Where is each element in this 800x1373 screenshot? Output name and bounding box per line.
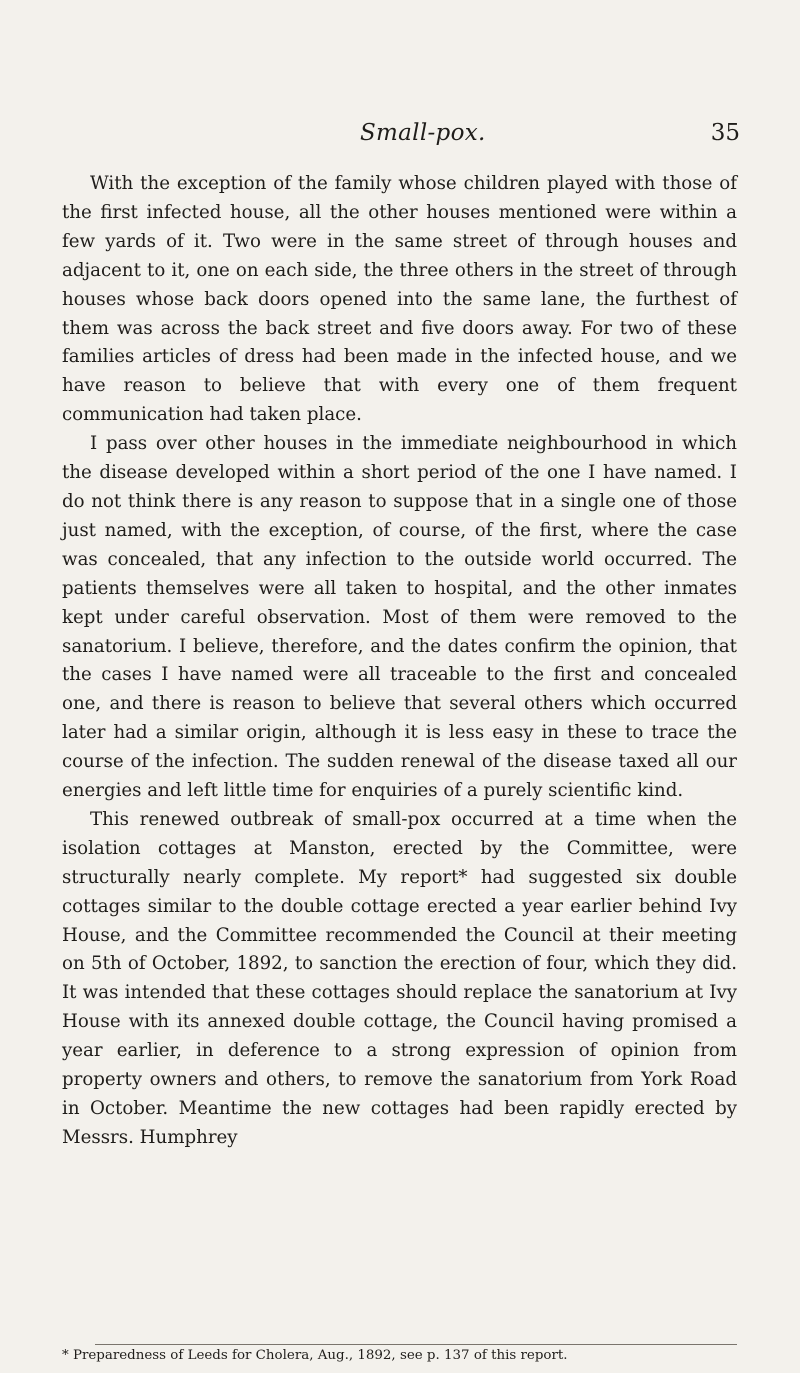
- footnote: * Preparedness of Leeds for Cholera, Aug., 1892, see p. 137 of this report.: [62, 1348, 568, 1363]
- paragraph-3: This renewed outbreak of small-pox occurred at a time when the isolation cottages at Manston, erected by the Committee, were structurally nearly complete. My report* had suggested six double cottages similar to the double cottage erected a year earlier behind Ivy House, and the Committee recommended the Council at their meeting on 5th of October, 1892, to sanction the erection of four, which they did. It was intended that these cottages should replace the sanatorium at Ivy House with its annexed double cottage, the Council having promised a year earlier, in deference to a strong expression of opinion from property owners and others, to remove the sanatorium from York Road in October. Meantime the new cottages had been rapidly erected by Messrs. Humphrey: [62, 808, 737, 1148]
- running-title: Small-pox.: [360, 120, 486, 146]
- running-head: [60, 120, 740, 156]
- page-number: 35: [710, 120, 740, 146]
- body-text: [62, 170, 737, 1153]
- footnote-separator: [95, 1344, 737, 1345]
- paragraph-2: I pass over other houses in the immediate neighbourhood in which the disease developed within a short period of the one I have named. I do not think there is any reason to suppose that in a single one of those just named, with the exception, of course, of the first, where the case was concealed, that any infection to the outside world occurred. The patients themselves were all taken to hospital, and the other inmates kept under careful observation. Most of them were removed to the sanatorium. I believe, therefore, and the dates confirm the opinion, that the cases I have named were all traceable to the first and concealed one, and there is reason to believe that several others which occurred later had a similar origin, although it is less easy in these to trace the course of the infection. The sudden renewal of the disease taxed all our energies and left little time for enquiries of a purely scientific kind.: [62, 433, 737, 802]
- paragraph-1: With the exception of the family whose children played with those of the first infected house, all the other houses mentioned were within a few yards of it. Two were in the same street of through houses and adjacent to it, one on each side, the three others in the street of through houses whose back doors opened into the same lane, the furthest of them was across the back street and five doors away. For two of these families articles of dress had been made in the infected house, and we have reason to believe that with every one of them frequent communication had taken place.: [62, 173, 737, 426]
